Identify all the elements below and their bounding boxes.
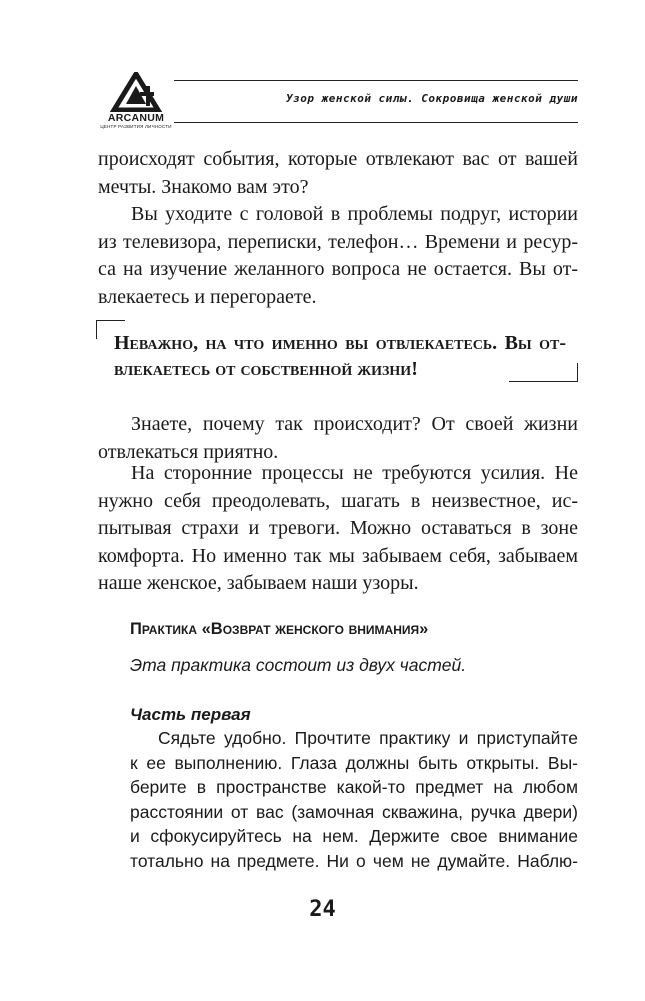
page-number: 24 [309, 897, 336, 922]
arcanum-triangle-icon [106, 72, 166, 112]
text-line: расстоянии от вас (замочная скважина, ручка двери) [130, 801, 578, 822]
logo-tagline: ЦЕНТР РАЗВИТИЯ ЛИЧНОСТИ [100, 124, 172, 129]
part-heading: Часть первая [130, 705, 251, 724]
text-line: наше женское, забываем наши узоры. [98, 572, 419, 594]
paragraph-2 [98, 201, 578, 311]
text-line: мечты. Знакомо вам это? [98, 175, 309, 198]
quote-text [114, 330, 566, 382]
text-line: комфорта. Но именно так мы забываем себя, забываем [98, 544, 578, 567]
text-line: Вы уходите с головой в проблемы подруг, истории [131, 203, 578, 225]
paragraph-4 [98, 460, 578, 598]
text-line: Знаете, почему так происходит? От своей жизни [131, 413, 578, 435]
paragraph-1 [98, 146, 578, 201]
paragraph-3 [98, 411, 578, 466]
text-line: влекаетесь и перегораете. [98, 285, 317, 308]
text-line: нужно себя преодолевать, шагать в неизвестное, ис- [98, 489, 578, 512]
text-line: Сядьте удобно. Прочтите практику и приступайте [158, 728, 578, 748]
text-line: к ее выполнению. Глаза должны быть открыты. Вы- [130, 752, 578, 773]
header-rule-bottom [174, 122, 578, 123]
publisher-logo [96, 72, 176, 132]
highlight-quote [96, 320, 578, 382]
text-line: пытывая страхи и тревоги. Можно оставаться в зоне [98, 517, 578, 539]
text-line: и сфокусируйтесь на нем. Держите свое внимание [130, 826, 578, 846]
quote-bracket-bottom-right [509, 363, 578, 382]
text-line: происходят события, которые отвлекают вас от вашей [98, 148, 578, 170]
text-line: берите в пространстве какой-то предмет на любом [130, 777, 578, 797]
text-line: тотально на предмете. Ни о чем не думайте. Наблю- [130, 850, 578, 871]
practice-text [130, 726, 578, 873]
running-title: Узор женской силы. Сокровища женской души [285, 92, 578, 105]
logo-name: ARCANUM [107, 112, 165, 124]
practice-intro: Эта практика состоит из двух частей. [130, 655, 467, 675]
text-line: Неважно, на что именно вы отвлекаетесь. Вы от- [114, 332, 566, 354]
text-line: отвлекаться приятно. [98, 440, 279, 463]
text-line: из телевизора, переписки, телефон… Времени и ресур- [98, 230, 578, 253]
header-rule-top [174, 80, 578, 81]
text-line: са на изучение желанного вопроса не остается. Вы от- [98, 258, 578, 280]
text-line: влекаетесь от собственной жизни! [114, 358, 418, 380]
text-line: На сторонние процессы не требуются усилия. Не [131, 462, 578, 484]
practice-heading: Практика «Возврат женского внимания» [130, 620, 429, 638]
